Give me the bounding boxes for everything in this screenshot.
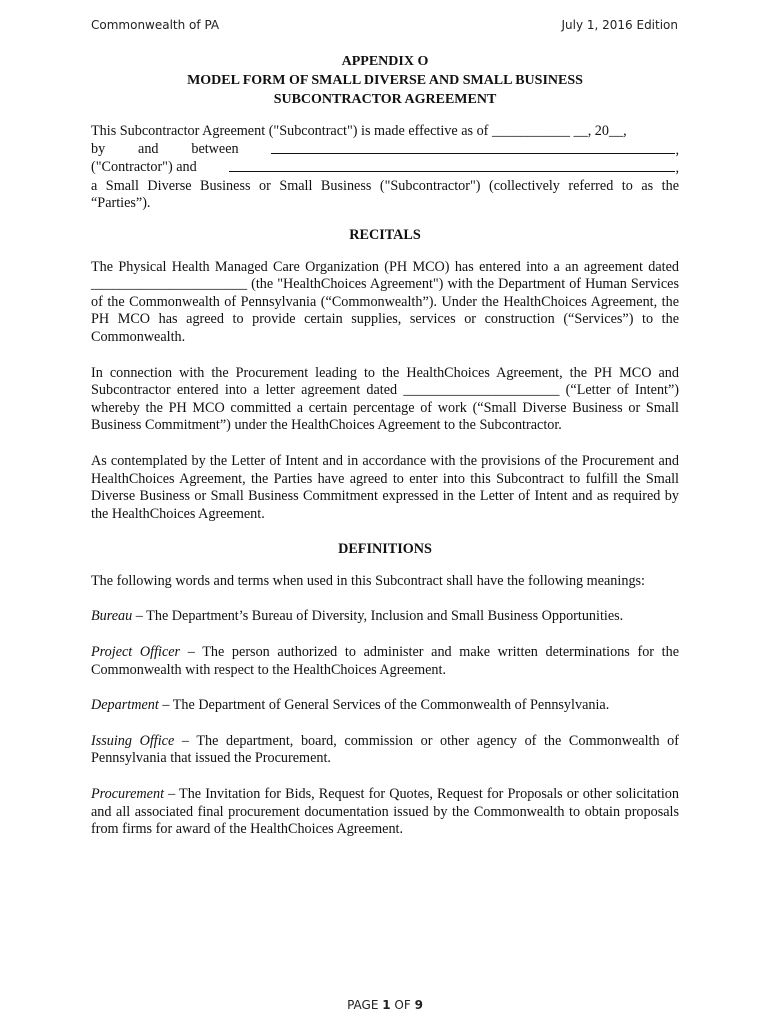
page-number: PAGE 1 OF 9 — [347, 998, 423, 1012]
header-left: Commonwealth of PA — [91, 18, 220, 32]
title-appendix: APPENDIX O — [341, 54, 429, 69]
definition-department: Department – The Department of General Services of the Commonwealth of Pennsylvania. — [91, 697, 610, 714]
document-body — [91, 52, 679, 839]
definitions-intro: The following words and terms when used in this Subcontract shall have the following meanings: — [91, 572, 645, 589]
intro-line-4: a Small Diverse Business or Small Business ("Subcontractor") (collectively referred to as the “Parties”). — [91, 177, 679, 212]
intro-line-1: This Subcontractor Agreement ("Subcontract") is made effective as of ___________ __, 20__, — [91, 123, 627, 139]
definition-procurement: Procurement – The Invitation for Bids, Request for Quotes, Request for Proposals or other solicitation and all associated final procurement documentation issued by the Commonwealth to obtain proposals from firms for award of the HealthChoices Agreement. — [91, 786, 679, 838]
blank-party-contractor[interactable] — [271, 141, 675, 154]
definition-project-officer: Project Officer – The person authorized to administer and make written determinations for the Commonwealth with respect to the HealthChoices Agreement. — [91, 644, 679, 678]
blank-party-subcontractor[interactable] — [229, 159, 675, 172]
header-right: July 1, 2016 Edition — [561, 18, 678, 32]
recital-paragraph-3: As contemplated by the Letter of Intent and in accordance with the provisions of the Procurement and HealthChoices Agreement, the Parties have agreed to enter into this Subcontract to fulfill the Small Diverse Business or Small Business Commitment expressed in the Letter of Intent and as required by the HealthChoices Agreement. — [91, 452, 679, 522]
definition-bureau: Bureau – The Department’s Bureau of Diversity, Inclusion and Small Business Opportunities. — [91, 608, 624, 625]
recitals-heading: RECITALS — [349, 226, 421, 243]
title-model-form: MODEL FORM OF SMALL DIVERSE AND SMALL BUSINESS — [187, 73, 583, 88]
intro-paragraph — [91, 123, 679, 213]
definition-issuing-office: Issuing Office – The department, board, commission or other agency of the Commonwealth of Pennsylvania that issued the Procurement. — [91, 732, 679, 767]
recital-paragraph-1: The Physical Health Managed Care Organization (PH MCO) has entered into a an agreement dated ______________________ (the "HealthChoices Agreement") with the Department of Human Services of the Commonwealth of Pennsylvania (“Commonwealth”). Under the HealthChoices Agreement, the PH MCO has agreed to provide certain supplies, services or construction (“Services”) to the Commonwealth. — [91, 258, 679, 345]
recital-paragraph-2: In connection with the Procurement leading to the HealthChoices Agreement, the PH MCO and Subcontractor entered into a letter agreement dated ______________________ (“Letter of Intent”) whereby the PH MCO committed a certain percentage of work (“Small Diverse Business or Small Business Commitment”) under the HealthChoices Agreement to the Subcontractor. — [91, 364, 679, 434]
intro-line-3: ("Contractor") and , — [91, 159, 679, 177]
definitions-heading: DEFINITIONS — [338, 541, 432, 558]
intro-line-2: by and between , — [91, 140, 679, 158]
title-agreement: SUBCONTRACTOR AGREEMENT — [273, 92, 497, 107]
